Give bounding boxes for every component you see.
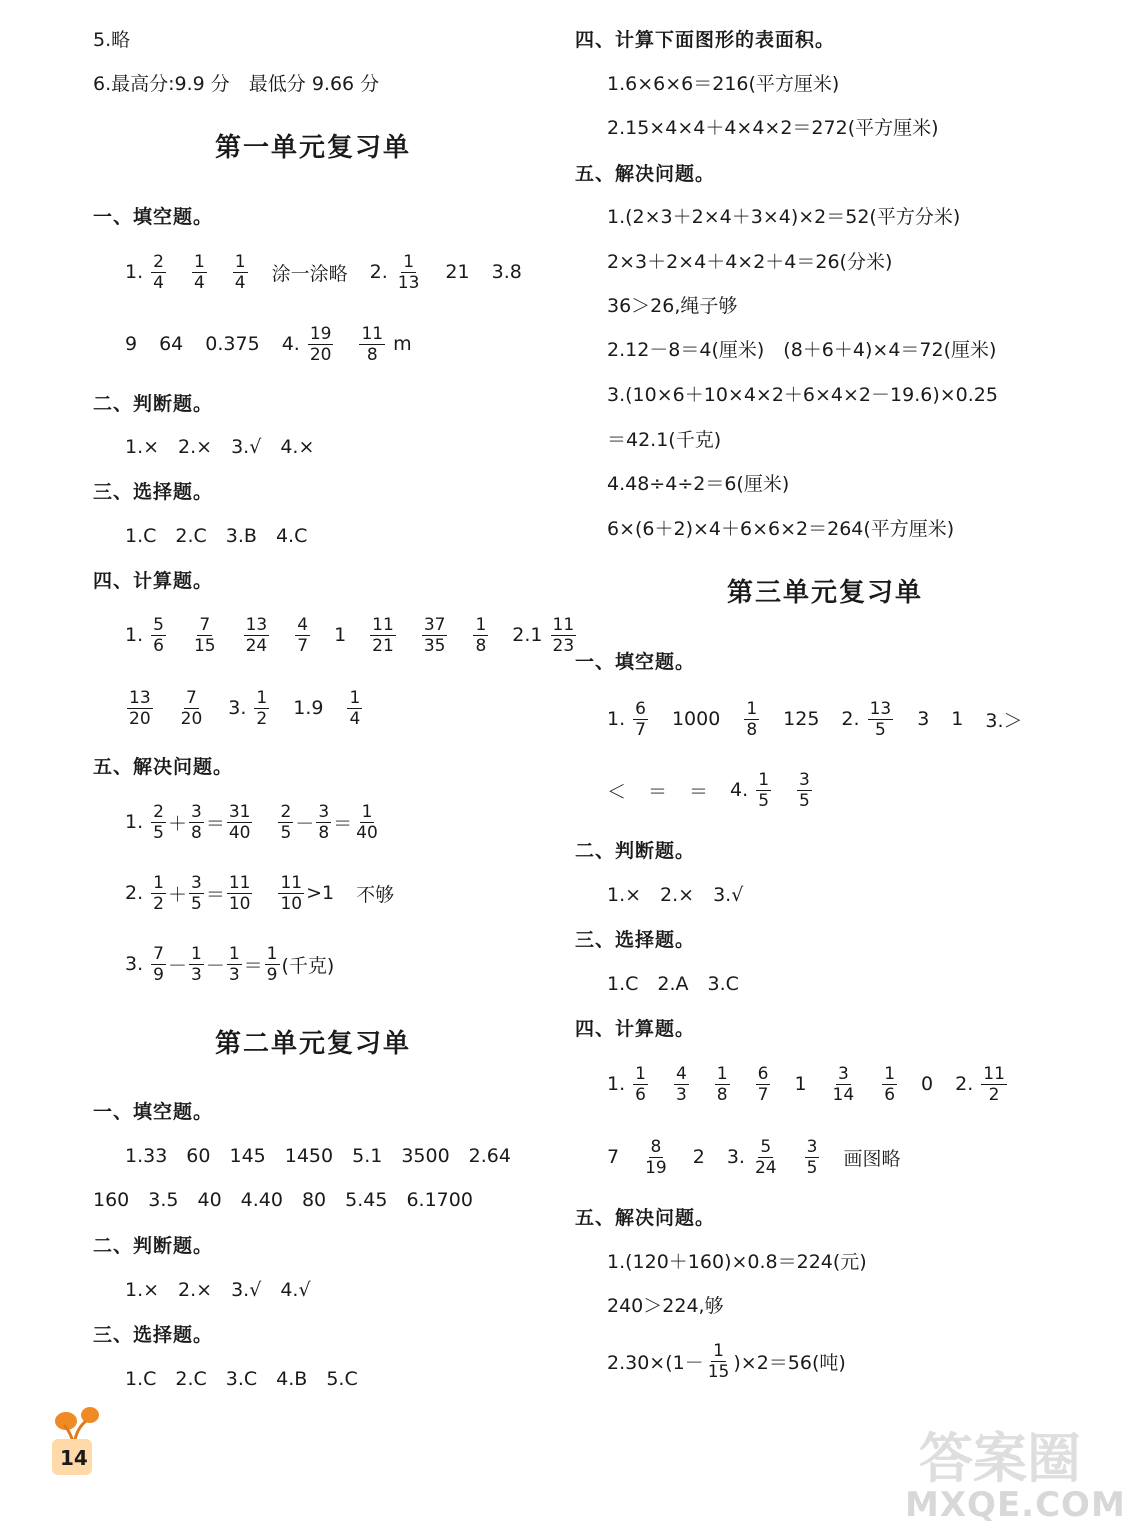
answer-line: 2×3＋2×4＋4×2＋4＝26(分米) bbox=[607, 250, 893, 273]
watermark-url: MXQE.COM bbox=[905, 1485, 1126, 1525]
fraction: $\frac{1}{40}$ bbox=[356, 801, 378, 843]
token: 4. bbox=[730, 779, 749, 801]
token: 3. bbox=[726, 1146, 745, 1168]
fraction: $\frac{1}{8}$ bbox=[716, 1063, 728, 1105]
equation-row bbox=[125, 799, 382, 845]
section-heading: 五、解决问题。 bbox=[575, 1206, 716, 1229]
fraction: $\frac{31}{40}$ bbox=[228, 801, 251, 843]
token: 1. bbox=[125, 624, 144, 646]
token: 1. bbox=[125, 811, 144, 833]
fraction-row bbox=[607, 696, 1045, 742]
fraction: $\frac{4}{7}$ bbox=[297, 614, 309, 656]
section-heading: 三、选择题。 bbox=[575, 928, 696, 951]
fraction: $\frac{1}{4}$ bbox=[349, 687, 361, 729]
answer-line: 2.15×4×4＋4×4×2＝272(平方厘米) bbox=[607, 116, 939, 139]
section-heading: 四、计算下面图形的表面积。 bbox=[575, 28, 836, 51]
fraction-row bbox=[125, 685, 386, 731]
token: m bbox=[393, 333, 412, 355]
token: 3. bbox=[125, 953, 144, 975]
token: 1 bbox=[794, 1073, 807, 1095]
fraction: $\frac{3}{8}$ bbox=[318, 801, 330, 843]
token: 2. bbox=[955, 1073, 974, 1095]
fraction: $\frac{13}{5}$ bbox=[869, 698, 892, 740]
answer-line: 1.× 2.× 3.√ bbox=[607, 883, 744, 906]
answer-line: 240＞224,够 bbox=[607, 1294, 724, 1317]
token: 0.375 bbox=[205, 333, 260, 355]
page-number: 14 bbox=[60, 1446, 88, 1470]
token: >1 bbox=[306, 882, 335, 904]
token: 2.1 bbox=[512, 624, 543, 646]
fraction: $\frac{1}{3}$ bbox=[190, 943, 202, 985]
fraction: $\frac{3}{5}$ bbox=[190, 872, 202, 914]
fraction: $\frac{1}{2}$ bbox=[153, 872, 164, 914]
fraction-row bbox=[607, 1061, 1031, 1107]
token: 1. bbox=[125, 261, 144, 283]
section-heading: 三、选择题。 bbox=[93, 1323, 214, 1346]
token: 3.8 bbox=[491, 261, 522, 283]
token: )×2＝56(吨) bbox=[733, 1351, 846, 1374]
answer-line: 1.C 2.C 3.B 4.C bbox=[125, 524, 308, 547]
token: 1.9 bbox=[293, 697, 324, 719]
operator: － bbox=[205, 954, 225, 977]
answer-line: 1.× 2.× 3.√ 4.√ bbox=[125, 1278, 311, 1301]
fraction: $\frac{13}{24}$ bbox=[245, 614, 268, 656]
token: 0 bbox=[921, 1073, 934, 1095]
token: 3 bbox=[917, 708, 930, 730]
section-heading: 一、填空题。 bbox=[93, 1100, 214, 1123]
fraction: $\frac{1}{8}$ bbox=[475, 614, 487, 656]
fraction: $\frac{7}{15}$ bbox=[193, 614, 216, 656]
token: 1. bbox=[607, 708, 626, 730]
fraction: $\frac{7}{9}$ bbox=[153, 943, 164, 985]
equation-row bbox=[125, 870, 416, 916]
fraction: $\frac{1}{4}$ bbox=[234, 251, 246, 293]
fraction-row bbox=[125, 612, 600, 658]
token: (千克) bbox=[281, 954, 335, 977]
token: ＝ bbox=[648, 780, 668, 803]
answer-line: ＝42.1(千克) bbox=[607, 428, 722, 451]
fraction: $\frac{6}{7}$ bbox=[635, 698, 646, 740]
fraction-row bbox=[607, 1134, 922, 1180]
token: 2. bbox=[125, 882, 144, 904]
section-heading: 二、判断题。 bbox=[93, 1234, 214, 1257]
token: 涂一涂略 bbox=[271, 262, 348, 285]
fraction: $\frac{4}{3}$ bbox=[675, 1063, 687, 1105]
answer-line: 3.(10×6＋10×4×2＋6×4×2－19.6)×0.25 bbox=[607, 383, 998, 406]
token: ＜ bbox=[607, 780, 627, 803]
fraction: $\frac{11}{2}$ bbox=[983, 1063, 1005, 1105]
section-heading: 三、选择题。 bbox=[93, 480, 214, 503]
operator: － bbox=[167, 954, 187, 977]
answer-line: 1.33 60 145 1450 5.1 3500 2.64 bbox=[125, 1144, 511, 1167]
token: 1. bbox=[607, 1073, 626, 1095]
operator: ＝ bbox=[205, 883, 225, 906]
section-heading: 四、计算题。 bbox=[575, 1017, 696, 1040]
token: 2. bbox=[841, 708, 860, 730]
fraction: $\frac{8}{19}$ bbox=[645, 1136, 667, 1178]
operator: ＝ bbox=[333, 812, 353, 835]
token: 21 bbox=[445, 261, 470, 283]
operator: ＝ bbox=[205, 812, 225, 835]
operator: ＋ bbox=[167, 812, 187, 835]
token: 4. bbox=[281, 333, 300, 355]
operator: ＋ bbox=[167, 883, 187, 906]
answer-line: 1.× 2.× 3.√ 4.× bbox=[125, 435, 315, 458]
fraction: $\frac{11}{8}$ bbox=[361, 323, 384, 365]
fraction: $\frac{11}{10}$ bbox=[228, 872, 251, 914]
section-heading: 五、解决问题。 bbox=[93, 755, 234, 778]
token: 2 bbox=[692, 1146, 705, 1168]
fraction: $\frac{11}{21}$ bbox=[372, 614, 394, 656]
answer-line: 5.略 bbox=[93, 28, 131, 51]
answer-line: 1.C 2.C 3.C 4.B 5.C bbox=[125, 1367, 358, 1390]
token: 125 bbox=[783, 708, 820, 730]
token: 1 bbox=[951, 708, 964, 730]
unit1-title: 第一单元复习单 bbox=[214, 133, 411, 163]
fraction: $\frac{2}{5}$ bbox=[280, 801, 292, 843]
fraction: $\frac{1}{6}$ bbox=[635, 1063, 646, 1105]
fraction: $\frac{1}{3}$ bbox=[228, 943, 240, 985]
answer-line: 1.(120＋160)×0.8＝224(元) bbox=[607, 1250, 867, 1273]
token: 1 bbox=[334, 624, 347, 646]
answer-line: 2.12－8＝4(厘米) (8＋6＋4)×4＝72(厘米) bbox=[607, 338, 997, 361]
fraction: $\frac{11}{23}$ bbox=[552, 614, 575, 656]
fraction: $\frac{1}{6}$ bbox=[884, 1063, 896, 1105]
fraction: $\frac{37}{35}$ bbox=[423, 614, 446, 656]
fraction: $\frac{5}{6}$ bbox=[153, 614, 164, 656]
section-heading: 五、解决问题。 bbox=[575, 162, 716, 185]
token: 3.＞ bbox=[985, 709, 1023, 732]
token: 不够 bbox=[356, 883, 395, 906]
fraction: $\frac{6}{7}$ bbox=[757, 1063, 769, 1105]
section-heading: 二、判断题。 bbox=[575, 839, 696, 862]
unit2-title: 第二单元复习单 bbox=[214, 1029, 411, 1059]
token: ＝ bbox=[689, 780, 709, 803]
fraction: $\frac{1}{15}$ bbox=[707, 1340, 730, 1382]
section-heading: 一、填空题。 bbox=[93, 205, 214, 228]
fraction: $\frac{13}{20}$ bbox=[129, 687, 151, 729]
fraction: $\frac{3}{5}$ bbox=[806, 1136, 818, 1178]
fraction: $\frac{2}{4}$ bbox=[153, 251, 164, 293]
fraction-row bbox=[607, 767, 836, 813]
fraction: $\frac{2}{5}$ bbox=[153, 801, 164, 843]
fraction: $\frac{1}{13}$ bbox=[397, 251, 420, 293]
answer-line: 6.最高分:9.9 分 最低分 9.66 分 bbox=[93, 72, 380, 95]
watermark-logo bbox=[905, 1408, 1126, 1533]
answer-line: 160 3.5 40 4.40 80 5.45 6.1700 bbox=[93, 1188, 473, 1211]
section-heading: 一、填空题。 bbox=[575, 650, 696, 673]
fraction: $\frac{7}{20}$ bbox=[180, 687, 203, 729]
fraction: $\frac{5}{24}$ bbox=[754, 1136, 777, 1178]
answer-line: 6×(6＋2)×4＋6×6×2＝264(平方厘米) bbox=[607, 517, 955, 540]
fraction: $\frac{1}{8}$ bbox=[746, 698, 758, 740]
equation-row bbox=[125, 941, 334, 987]
fraction: $\frac{1}{5}$ bbox=[758, 769, 770, 811]
answer-line: 1.C 2.A 3.C bbox=[607, 972, 739, 995]
operator: ＝ bbox=[243, 954, 263, 977]
section-heading: 二、判断题。 bbox=[93, 392, 214, 415]
fraction: $\frac{3}{8}$ bbox=[190, 801, 202, 843]
fraction: $\frac{1}{9}$ bbox=[266, 943, 278, 985]
fraction-row bbox=[125, 250, 544, 294]
token: 3. bbox=[228, 697, 247, 719]
unit3-title: 第三单元复习单 bbox=[726, 578, 923, 608]
watermark-big: 答案圈 bbox=[919, 1427, 1081, 1490]
token: 64 bbox=[159, 333, 184, 355]
answer-line: 1.6×6×6＝216(平方厘米) bbox=[607, 72, 840, 95]
token: 2. bbox=[369, 261, 388, 283]
token: 1000 bbox=[671, 708, 721, 730]
token: 9 bbox=[125, 333, 138, 355]
fraction: $\frac{1}{4}$ bbox=[193, 251, 205, 293]
token: 7 bbox=[607, 1146, 620, 1168]
fraction: $\frac{19}{20}$ bbox=[309, 323, 332, 365]
fraction: $\frac{3}{14}$ bbox=[832, 1063, 855, 1105]
answer-line: 36＞26,绳子够 bbox=[607, 294, 738, 317]
equation-row bbox=[607, 1338, 846, 1384]
operator: － bbox=[295, 812, 315, 835]
token: 2.30×(1－ bbox=[607, 1351, 704, 1374]
fraction: $\frac{11}{10}$ bbox=[280, 872, 303, 914]
answer-line: 1.(2×3＋2×4＋3×4)×2＝52(平方分米) bbox=[607, 205, 961, 228]
fraction: $\frac{3}{5}$ bbox=[799, 769, 810, 811]
section-heading: 四、计算题。 bbox=[93, 569, 214, 592]
fraction: $\frac{1}{2}$ bbox=[256, 687, 268, 729]
fraction-row bbox=[125, 322, 434, 366]
answer-line: 4.48÷4÷2＝6(厘米) bbox=[607, 472, 790, 495]
token: 画图略 bbox=[843, 1147, 901, 1170]
